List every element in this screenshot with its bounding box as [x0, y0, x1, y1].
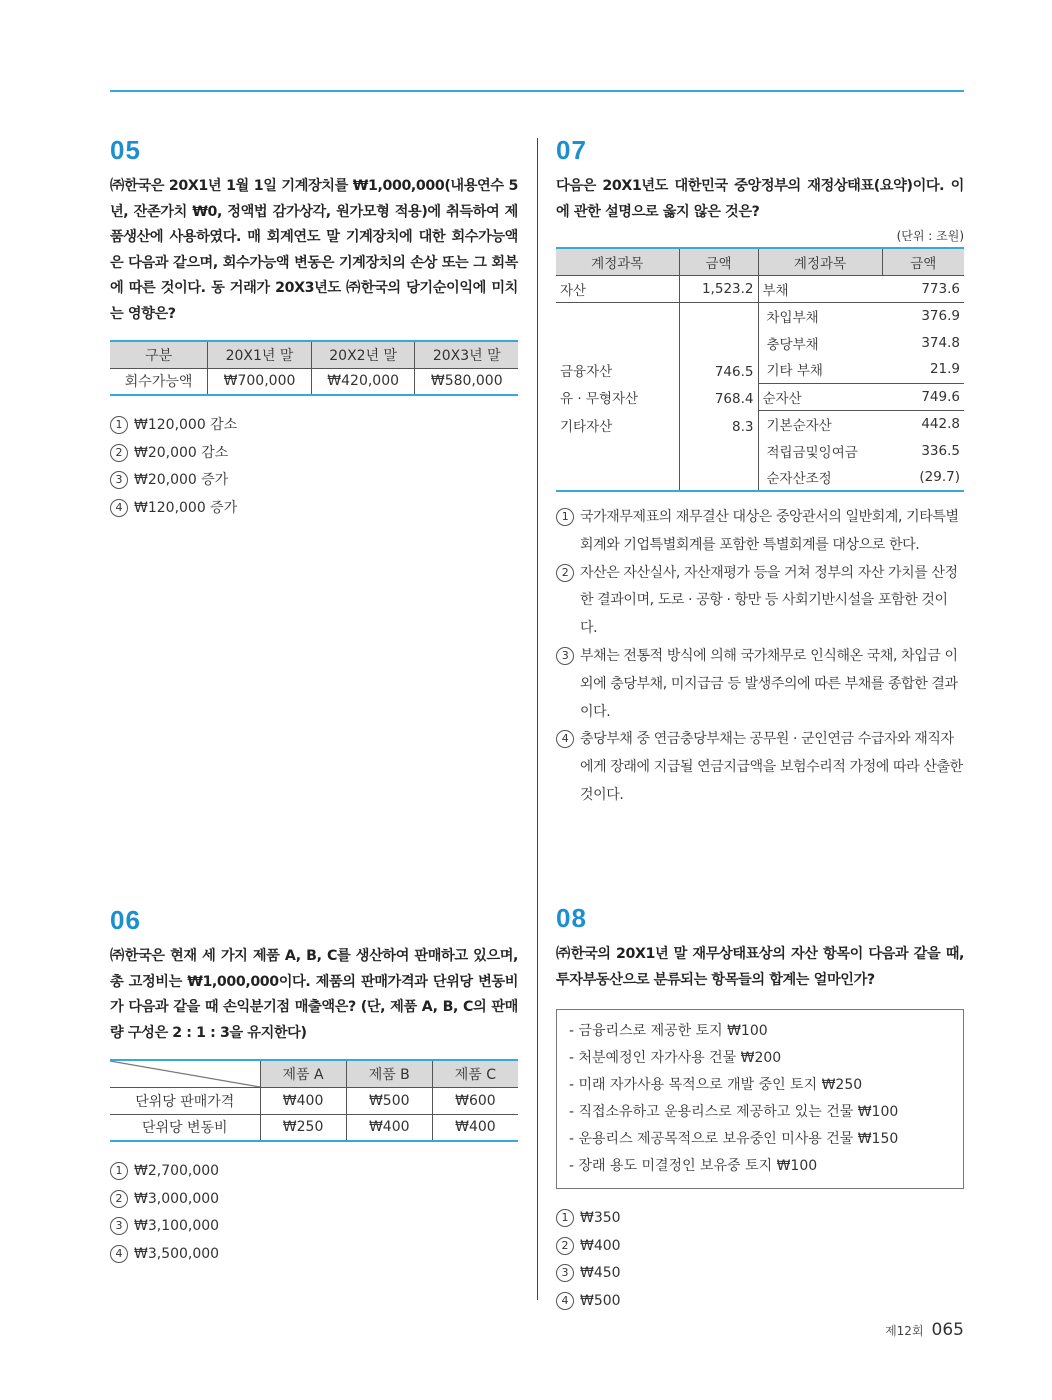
asset-value: 746.5 [714, 363, 754, 380]
table-cell: ₩500 [346, 1087, 432, 1114]
equity-total-label: 순자산 [762, 390, 802, 407]
choice-4[interactable] [556, 726, 964, 809]
equity-value: 336.5 [921, 442, 960, 459]
table-cell: ₩400 [260, 1087, 346, 1114]
choice-marker: 4 [556, 730, 574, 748]
asset-labels-cell [556, 302, 679, 491]
choice-marker: 3 [556, 1264, 574, 1282]
list-item: - 처분예정인 자가사용 건물 ₩200 [569, 1050, 782, 1066]
choice-text: 자산은 자산실사, 자산재평가 등을 거쳐 정부의 자산 가치를 산정한 결과이며, 도로 · 공항 · 항만 등 사회기반시설을 포함한 것이다. [580, 564, 958, 637]
table-cell: 단위당 변동비 [110, 1114, 260, 1141]
equity-value: 442.8 [921, 415, 960, 432]
choice-marker: 2 [110, 444, 128, 462]
asset-label: 금융자산 [560, 363, 613, 380]
list-item: - 금융리스로 제공한 토지 ₩100 [569, 1023, 768, 1039]
choice-marker: 4 [556, 1292, 574, 1310]
question-number: 06 [110, 905, 141, 935]
liability-label: 차입부채 [766, 309, 819, 326]
table-header-row [110, 1060, 518, 1087]
asset-value: 8.3 [732, 418, 754, 435]
choice-marker: 1 [556, 508, 574, 526]
table-cell: ₩600 [455, 1092, 496, 1109]
list-item: - 직접소유하고 운용리스로 제공하고 있는 건물 ₩100 [569, 1104, 899, 1120]
choice-marker: 2 [556, 564, 574, 582]
question-text: ㈜한국은 현재 세 가지 제품 A, B, C를 생산하여 판매하고 있으며, 총 고정비는 ₩1,000,000이다. 제품의 판매가격과 단위당 변동비가 다음과 같을 때 손익분기점 매출액은? (단, 제품 A, B, C의 판매량 구성은 2 : 1 : 3을 유지한다) [110, 948, 518, 1041]
choice-text: ₩20,000 증가 [134, 472, 229, 488]
question-number: 08 [556, 903, 587, 933]
choice-text: 충당부채 중 연금충당부채는 공무원 · 군인연금 수급자와 재직자에게 장래에 지급될 연금지급액을 보험수리적 가정에 따라 산출한 것이다. [580, 731, 963, 803]
answer-choices [110, 412, 518, 522]
choice-3[interactable] [556, 1260, 964, 1288]
choice-text: ₩350 [580, 1210, 621, 1226]
choice-3[interactable] [556, 643, 964, 726]
choice-4[interactable] [110, 1241, 518, 1269]
table-cell: 단위당 판매가격 [110, 1087, 260, 1114]
choice-4[interactable] [556, 1288, 964, 1316]
header-cell: 금액 [679, 248, 758, 275]
header-cell: 구분 [110, 341, 208, 368]
equity-label: 순자산조정 [766, 471, 832, 487]
column-divider [537, 138, 538, 1300]
answer-choices [556, 1205, 964, 1315]
table-cell: ₩400 [455, 1119, 496, 1136]
header-cell: 제품 A [260, 1060, 346, 1087]
choice-text: ₩120,000 감소 [134, 417, 238, 433]
liability-label: 기타 부채 [766, 363, 823, 380]
choice-2[interactable] [110, 440, 518, 468]
choice-marker: 4 [110, 499, 128, 517]
choice-marker: 3 [556, 647, 574, 665]
choice-1[interactable] [110, 412, 518, 440]
choice-text: 국가재무제표의 재무결산 대상은 중앙관서의 일반회계, 기타특별회계와 기업특별회계를 포함한 특별회계를 대상으로 한다. [580, 509, 959, 553]
header-cell: 제품 C [432, 1060, 518, 1087]
list-item: - 장래 용도 미결정인 보유중 토지 ₩100 [569, 1158, 818, 1174]
header-cell: 금액 [910, 255, 937, 272]
table-row [110, 1114, 518, 1141]
question-text: ㈜한국은 20X1년 1월 1일 기계장치를 ₩1,000,000(내용연수 5년, 잔존가치 ₩0, 정액법 감가상각, 원가모형 적용)에 취득하여 제품생산에 사용하였다. 매 회계연도 말 기계장치에 대한 회수가능액은 다음과 같으며, 회수가능액 변동은 기계장치의 손상 또는 그 회복에 따른 것이다. 동 거래가 20X3년도 ㈜한국의 당기순이익에 미치는 영향은? [110, 178, 518, 322]
header-cell: 20X1년 말 [208, 341, 312, 368]
question-number: 05 [110, 135, 141, 165]
list-item: - 운용리스 제공목적으로 보유중인 미사용 건물 ₩150 [569, 1131, 899, 1147]
choice-text: ₩3,000,000 [134, 1190, 220, 1207]
round-label: 제12회 [885, 1324, 924, 1338]
choice-1[interactable] [556, 1205, 964, 1233]
choice-marker: 3 [110, 1217, 128, 1235]
liability-label: 충당부채 [766, 336, 819, 353]
table-row [110, 1087, 518, 1114]
answer-choices [556, 504, 964, 810]
question-08 [556, 904, 964, 1315]
question-text: ㈜한국의 20X1년 말 재무상태표상의 자산 항목이 다음과 같을 때, 투자부동산으로 분류되는 항목들의 합계는 얼마인가? [556, 946, 964, 988]
asset-items-box [556, 1009, 964, 1189]
top-rule [110, 90, 964, 92]
table-cell: ₩700,000 [208, 368, 312, 395]
unit-label: (단위 : 조원) [896, 229, 964, 243]
choice-1[interactable] [556, 504, 964, 560]
choice-marker: 1 [556, 1209, 574, 1227]
answer-choices [110, 1158, 518, 1268]
choice-text: ₩3,100,000 [134, 1218, 220, 1234]
asset-values-cell [679, 302, 758, 491]
liability-value: 21.9 [929, 361, 960, 378]
choice-text: ₩500 [580, 1292, 621, 1309]
table-row [556, 275, 964, 302]
question-05 [110, 136, 518, 522]
page-number: 065 [931, 1320, 964, 1340]
table-cell: 회수가능액 [110, 368, 208, 395]
choice-text: ₩3,500,000 [134, 1245, 220, 1262]
product-cost-table [110, 1059, 518, 1142]
header-cell: 계정과목 [556, 248, 679, 275]
choice-text: ₩120,000 증가 [134, 499, 238, 516]
table-row [556, 302, 964, 329]
equity-label: 기본순자산 [766, 417, 832, 434]
choice-marker: 4 [110, 1245, 128, 1263]
financial-position-table [556, 247, 964, 492]
diagonal-corner-cell [110, 1060, 260, 1087]
page-footer [885, 1320, 964, 1340]
choice-marker: 1 [110, 416, 128, 434]
table-header-row [556, 248, 964, 275]
header-cell: 20X3년 말 [432, 347, 501, 364]
table-row [110, 368, 518, 395]
liability-value: 376.9 [921, 307, 960, 324]
liability-value: 374.8 [921, 334, 960, 351]
liability-total-value: 773.6 [921, 280, 960, 297]
table-cell: ₩400 [346, 1114, 432, 1141]
choice-text: ₩2,700,000 [134, 1163, 220, 1179]
choice-3[interactable] [110, 467, 518, 495]
choice-2[interactable] [556, 560, 964, 643]
question-text: 다음은 20X1년도 대한민국 중앙정부의 재정상태표(요약)이다. 이에 관한 설명으로 옳지 않은 것은? [556, 178, 964, 220]
choice-marker: 1 [110, 1162, 128, 1180]
equity-value: (29.7) [919, 469, 960, 485]
choice-4[interactable] [110, 495, 518, 523]
choice-3[interactable] [110, 1213, 518, 1241]
table-cell: ₩580,000 [430, 373, 503, 390]
recoverable-amount-table [110, 340, 518, 396]
asset-label: 유 · 무형자산 [560, 391, 639, 407]
choice-1[interactable] [110, 1158, 518, 1186]
choice-text: ₩400 [580, 1237, 621, 1254]
question-07 [556, 136, 964, 810]
header-cell: 계정과목 [758, 248, 882, 275]
asset-total-label: 자산 [556, 275, 679, 302]
choice-text: ₩450 [580, 1265, 621, 1281]
question-06 [110, 906, 518, 1268]
choice-text: 부채는 전통적 방식에 의해 국가채무로 인식해온 국채, 차입금 이외에 충당부채, 미지급금 등 발생주의에 따른 부채를 종합한 결과이다. [580, 647, 958, 720]
choice-marker: 3 [110, 471, 128, 489]
header-cell: 20X2년 말 [311, 341, 415, 368]
choice-2[interactable] [556, 1233, 964, 1261]
question-number: 07 [556, 135, 587, 165]
choice-text: ₩20,000 감소 [134, 444, 229, 461]
equity-total-value: 749.6 [921, 388, 960, 405]
choice-marker: 2 [556, 1237, 574, 1255]
table-cell: ₩250 [260, 1114, 346, 1141]
asset-value: 768.4 [714, 391, 754, 407]
asset-label: 기타자산 [560, 418, 613, 435]
table-cell: ₩420,000 [311, 368, 415, 395]
equity-label: 적립금및잉여금 [766, 444, 858, 461]
asset-total-value: 1,523.2 [679, 275, 758, 302]
liability-total-label: 부채 [762, 282, 789, 299]
choice-marker: 2 [110, 1190, 128, 1208]
table-header-row [110, 341, 518, 368]
choice-2[interactable] [110, 1186, 518, 1214]
header-cell: 제품 B [346, 1060, 432, 1087]
list-item: - 미래 자가사용 목적으로 개발 중인 토지 ₩250 [569, 1077, 863, 1093]
